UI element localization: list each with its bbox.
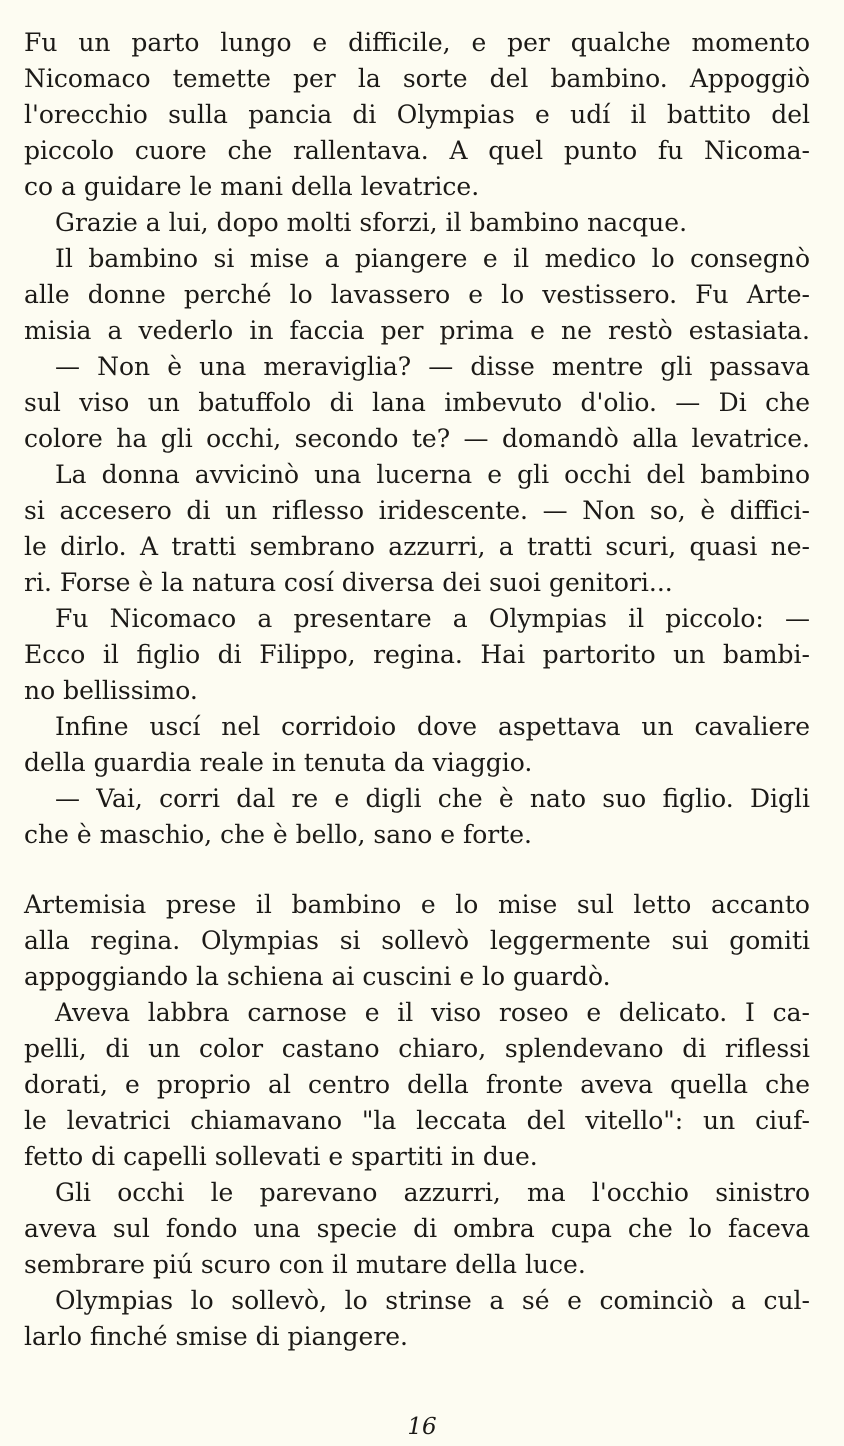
text-line: La donna avvicinò una lucerna e gli occhi del bambino xyxy=(55,460,810,489)
text-line: aveva sul fondo una specie di ombra cupa che lo faceva xyxy=(24,1214,810,1243)
text-line: appoggiando la schiena ai cuscini e lo guardò. xyxy=(24,962,611,991)
text-line: misia a vederlo in faccia per prima e ne restò estasiata. xyxy=(24,316,810,345)
text-line: Grazie a lui, dopo molti sforzi, il bambino nacque. xyxy=(55,208,688,237)
text-line: le levatrici chiamavano "la leccata del vitello": un ciuf- xyxy=(24,1106,810,1135)
text-line: no bellissimo. xyxy=(24,676,198,705)
text-line: colore ha gli occhi, secondo te? — domandò alla levatrice. xyxy=(24,424,810,453)
text-line: sul viso un batuffolo di lana imbevuto d'olio. — Di che xyxy=(24,388,810,417)
text-line: fetto di capelli sollevati e spartiti in due. xyxy=(24,1142,538,1171)
text-line: Infine uscí nel corridoio dove aspettava un cavaliere xyxy=(55,712,810,741)
text-line: si accesero di un riflesso iridescente. — Non so, è diffici- xyxy=(24,496,810,525)
text-line: Fu Nicomaco a presentare a Olympias il piccolo: — xyxy=(55,604,810,633)
text-line: Artemisia prese il bambino e lo mise sul letto accanto xyxy=(24,890,810,919)
text-line: dorati, e proprio al centro della fronte aveva quella che xyxy=(24,1070,810,1099)
text-line: Olympias lo sollevò, lo strinse a sé e cominciò a cul- xyxy=(55,1286,810,1315)
text-line: larlo finché smise di piangere. xyxy=(24,1322,409,1351)
text-line: Nicomaco temette per la sorte del bambino. Appoggiò xyxy=(24,64,810,93)
text-line: Ecco il figlio di Filippo, regina. Hai partorito un bambi- xyxy=(24,640,810,669)
text-line: co a guidare le mani della levatrice. xyxy=(24,172,480,201)
text-line: ri. Forse è la natura cosí diversa dei suoi genitori... xyxy=(24,568,673,597)
text-line: — Non è una meraviglia? — disse mentre gli passava xyxy=(55,352,810,381)
text-line: l'orecchio sulla pancia di Olympias e udí il battito del xyxy=(24,100,810,129)
text-line: — Vai, corri dal re e digli che è nato suo figlio. Digli xyxy=(55,784,810,813)
text-line: le dirlo. A tratti sembrano azzurri, a tratti scuri, quasi ne- xyxy=(24,532,810,561)
text-line: sembrare piú scuro con il mutare della luce. xyxy=(24,1250,586,1279)
text-line: Gli occhi le parevano azzurri, ma l'occhio sinistro xyxy=(55,1178,810,1207)
text-line: Fu un parto lungo e difficile, e per qualche momento xyxy=(24,28,810,57)
text-line: alle donne perché lo lavassero e lo vestissero. Fu Arte- xyxy=(24,280,810,309)
text-line: Aveva labbra carnose e il viso roseo e delicato. I ca- xyxy=(55,998,810,1027)
text-line: piccolo cuore che rallentava. A quel punto fu Nicoma- xyxy=(24,136,810,165)
page-number: 16 xyxy=(407,1414,437,1440)
text-line: alla regina. Olympias si sollevò leggermente sui gomiti xyxy=(24,926,810,955)
text-line: Il bambino si mise a piangere e il medico lo consegnò xyxy=(55,244,810,273)
text-line: che è maschio, che è bello, sano e forte. xyxy=(24,820,533,849)
text-line: della guardia reale in tenuta da viaggio. xyxy=(24,748,533,777)
text-line: pelli, di un color castano chiaro, splendevano di riflessi xyxy=(24,1034,810,1063)
